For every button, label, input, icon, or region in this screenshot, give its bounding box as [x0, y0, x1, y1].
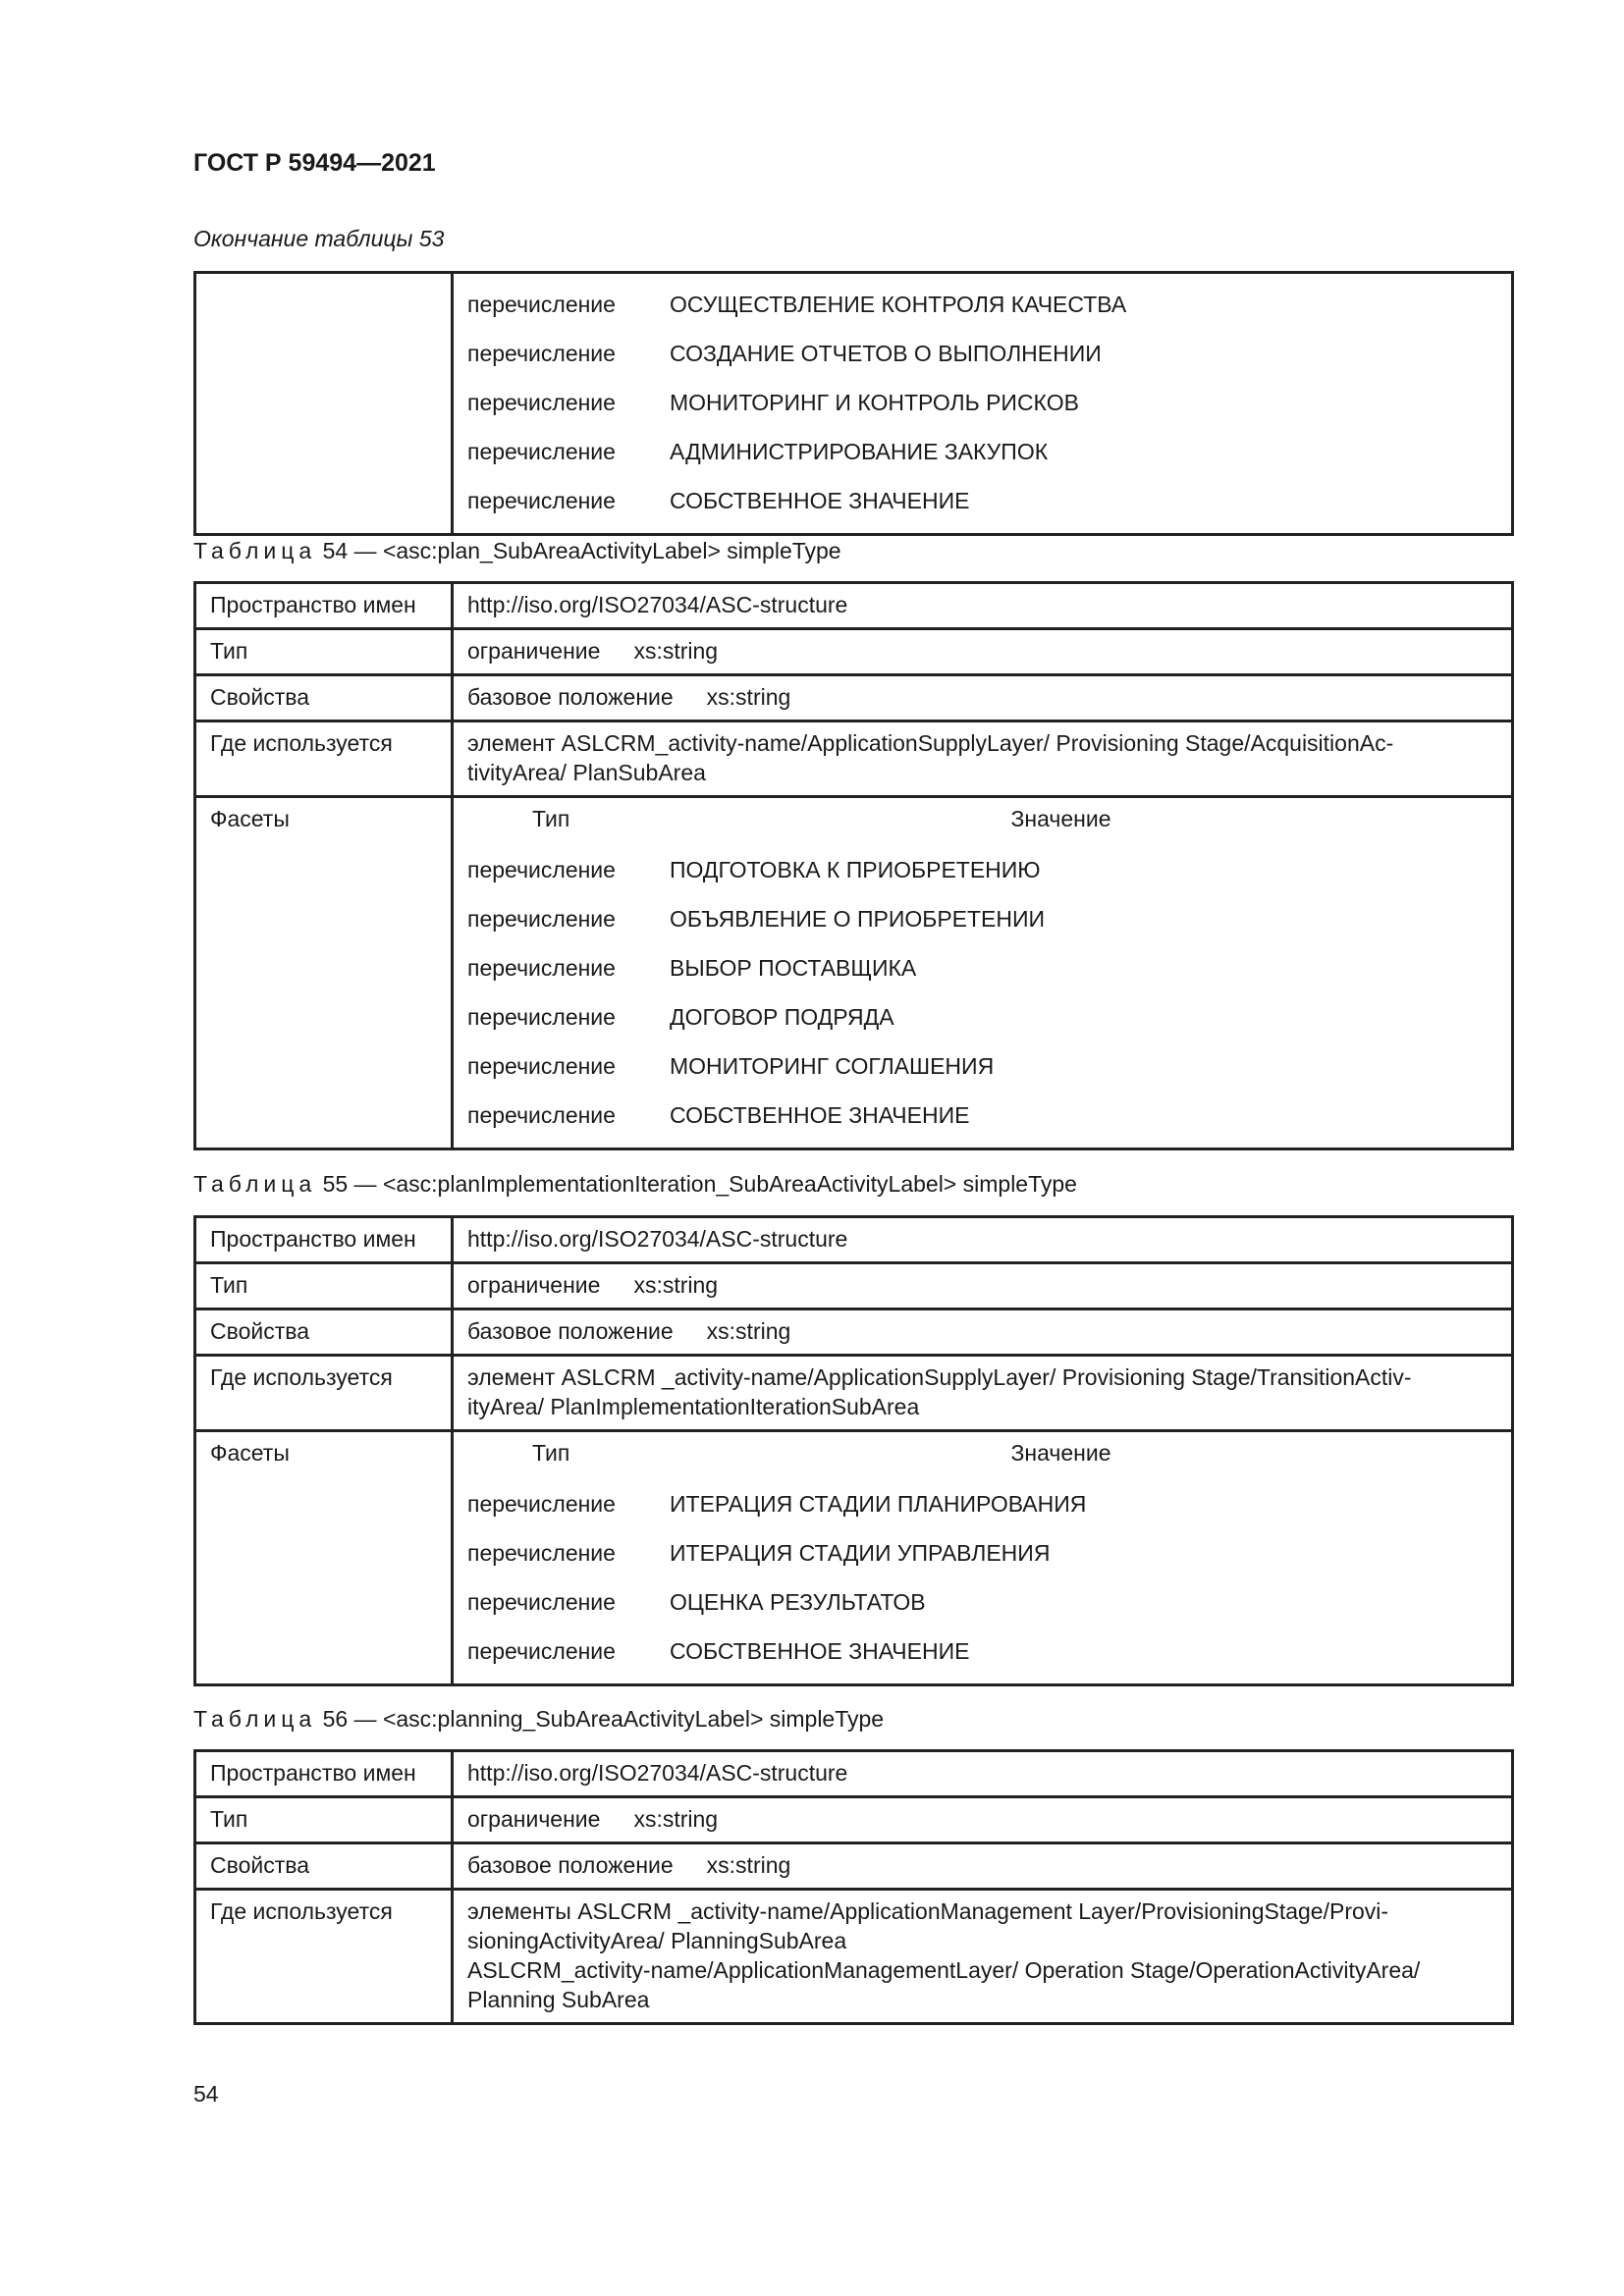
- list-item: перечисление СОБСТВЕННОЕ ЗНАЧЕНИЕ: [467, 1638, 970, 1664]
- table-row: Пространство имен http://iso.org/ISO27034/ASC-structure: [195, 1217, 1513, 1263]
- namespace-value: http://iso.org/ISO27034/ASC-structure: [453, 1751, 1513, 1797]
- table-row: Свойства базовое положение xs:string: [195, 1843, 1513, 1890]
- table-55-caption: Таблица 55 — <asc:planImplementationIteration_SubAreaActivityLabel> simpleType: [193, 1171, 1077, 1197]
- table-56: [193, 1749, 1514, 2025]
- table-row: Фасеты Тип Значение перечисление ПОДГОТОВКА К ПРИОБРЕТЕНИЮ перечисление ОБЪЯВЛЕНИЕ О ПРИОБРЕТЕНИИ перечисление ВЫБОР ПОСТАВЩИКА перечисление ДОГОВОР ПОДРЯДА перечисление МОНИТОРИНГ СОГЛАШЕНИЯ перечисление СОБСТВЕННОЕ ЗНАЧЕНИЕ: [195, 797, 1513, 1149]
- table-row: Где используется элементы ASLCRM _activity-name/ApplicationManagement Layer/ProvisioningStage/Provi- sioningActivityArea/ PlanningSubArea ASLCRM_activity-name/ApplicationManagementLayer/ Operation Stage/OperationActivityArea/ Planning SubArea: [195, 1890, 1513, 2024]
- list-item: перечисление ПОДГОТОВКА К ПРИОБРЕТЕНИЮ: [467, 857, 1041, 882]
- table-54: [193, 581, 1514, 1150]
- table-row: Свойства базовое положение xs:string: [195, 1309, 1513, 1356]
- table-row: Тип ограничение xs:string: [195, 629, 1513, 675]
- list-item: перечисление ОСУЩЕСТВЛЕНИЕ КОНТРОЛЯ КАЧЕСТВА: [467, 292, 1127, 317]
- list-item: перечисление ОЦЕНКА РЕЗУЛЬТАТОВ: [467, 1589, 926, 1615]
- table-row: Фасеты Тип Значение перечисление ИТЕРАЦИЯ СТАДИИ ПЛАНИРОВАНИЯ перечисление ИТЕРАЦИЯ СТАДИИ УПРАВЛЕНИЯ перечисление ОЦЕНКА РЕЗУЛЬТАТОВ перечисление СОБСТВЕННОЕ ЗНАЧЕНИЕ: [195, 1431, 1513, 1685]
- document-header: ГОСТ Р 59494—2021: [193, 149, 436, 177]
- table-row: Где используется элемент ASLCRM_activity-name/ApplicationSupplyLayer/ Provisioning Stage/AcquisitionAc- tivityArea/ PlanSubArea: [195, 721, 1513, 797]
- facets-cell: Тип Значение перечисление ИТЕРАЦИЯ СТАДИИ ПЛАНИРОВАНИЯ перечисление ИТЕРАЦИЯ СТАДИИ УПРАВЛЕНИЯ перечисление ОЦЕНКА РЕЗУЛЬТАТОВ перечисление СОБСТВЕННОЕ ЗНАЧЕНИЕ: [453, 1431, 1513, 1685]
- table-row: Пространство имен http://iso.org/ISO27034/ASC-structure: [195, 583, 1513, 629]
- list-item: перечисление ИТЕРАЦИЯ СТАДИИ УПРАВЛЕНИЯ: [467, 1540, 1051, 1566]
- table-55: [193, 1215, 1514, 1686]
- table-53-end: [193, 271, 1514, 536]
- list-item: перечисление ОБЪЯВЛЕНИЕ О ПРИОБРЕТЕНИИ: [467, 906, 1046, 932]
- enum-list: [453, 273, 1513, 535]
- list-item: перечисление СОБСТВЕННОЕ ЗНАЧЕНИЕ: [467, 488, 970, 513]
- empty-cell: [195, 273, 453, 535]
- list-item: перечисление АДМИНИСТРИРОВАНИЕ ЗАКУПОК: [467, 439, 1049, 464]
- list-item: перечисление СОЗДАНИЕ ОТЧЕТОВ О ВЫПОЛНЕНИИ: [467, 341, 1102, 366]
- list-item: перечисление МОНИТОРИНГ И КОНТРОЛЬ РИСКОВ: [467, 390, 1079, 415]
- list-item: перечисление ВЫБОР ПОСТАВЩИКА: [467, 955, 917, 981]
- table-54-caption: Таблица 54 — <asc:plan_SubAreaActivityLabel> simpleType: [193, 538, 841, 563]
- list-item: перечисление МОНИТОРИНГ СОГЛАШЕНИЯ: [467, 1053, 995, 1079]
- list-item: перечисление СОБСТВЕННОЕ ЗНАЧЕНИЕ: [467, 1102, 970, 1128]
- table-row: Где используется элемент ASLCRM _activity-name/ApplicationSupplyLayer/ Provisioning Stage/TransitionActiv- ityArea/ PlanImplementationIterationSubArea: [195, 1356, 1513, 1431]
- table-row: Свойства базовое положение xs:string: [195, 675, 1513, 721]
- list-item: перечисление ДОГОВОР ПОДРЯДА: [467, 1004, 894, 1030]
- table-row: Тип ограничение xs:string: [195, 1797, 1513, 1843]
- table-row: Тип ограничение xs:string: [195, 1263, 1513, 1309]
- facets-cell: Тип Значение перечисление ПОДГОТОВКА К ПРИОБРЕТЕНИЮ перечисление ОБЪЯВЛЕНИЕ О ПРИОБРЕТЕНИИ перечисление ВЫБОР ПОСТАВЩИКА перечисление ДОГОВОР ПОДРЯДА перечисление МОНИТОРИНГ СОГЛАШЕНИЯ перечисление СОБСТВЕННОЕ ЗНАЧЕНИЕ: [453, 797, 1513, 1149]
- continuation-caption: Окончание таблицы 53: [193, 226, 445, 251]
- namespace-value: http://iso.org/ISO27034/ASC-structure: [453, 1217, 1513, 1263]
- list-item: перечисление ИТЕРАЦИЯ СТАДИИ ПЛАНИРОВАНИЯ: [467, 1491, 1087, 1517]
- table-row: Пространство имен http://iso.org/ISO27034/ASC-structure: [195, 1751, 1513, 1797]
- namespace-value: http://iso.org/ISO27034/ASC-structure: [453, 583, 1513, 629]
- table-56-caption: Таблица 56 — <asc:planning_SubAreaActivityLabel> simpleType: [193, 1706, 885, 1732]
- page-number: 54: [193, 2081, 219, 2107]
